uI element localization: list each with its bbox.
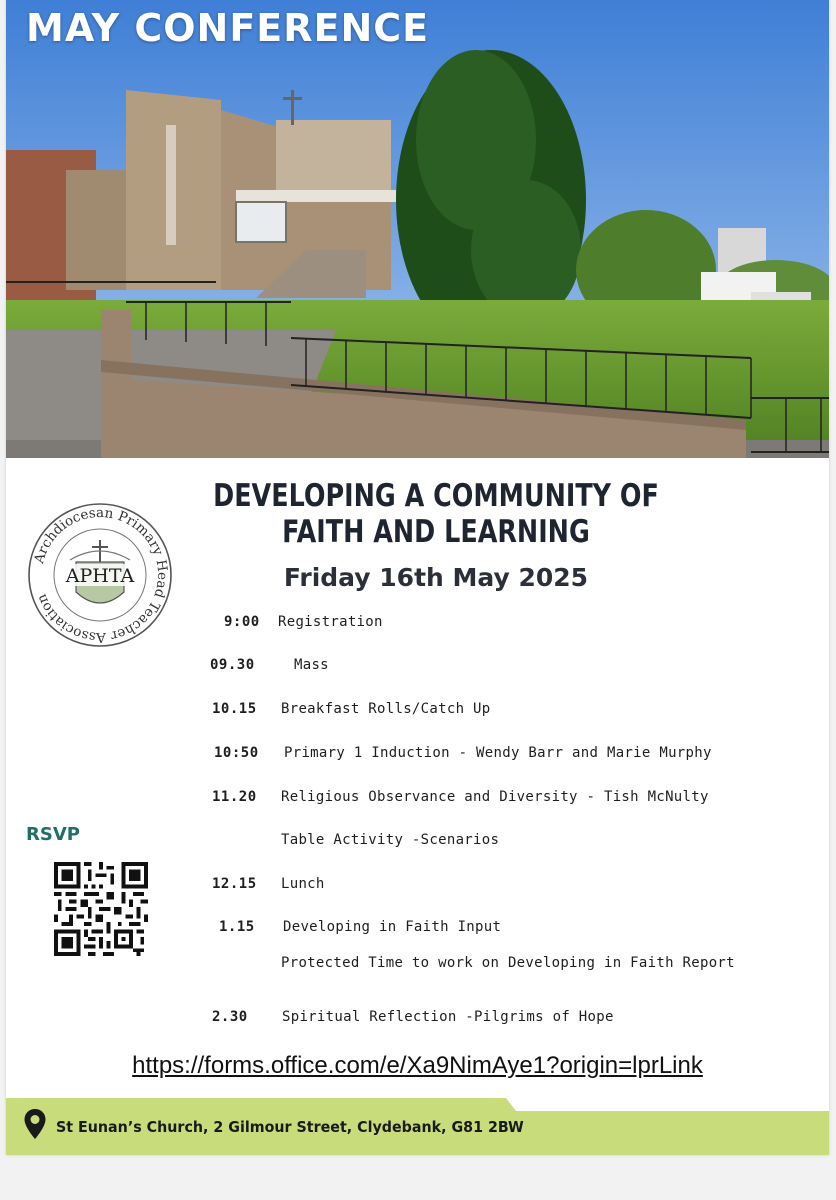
schedule-time: 10.15 [212,701,257,717]
schedule-row [6,1009,829,1031]
schedule-row [6,614,829,636]
schedule-activity: Protected Time to work on Developing in Faith Report [281,955,735,971]
schedule-time: 11.20 [212,789,257,805]
rsvp-qr-code[interactable] [54,862,148,956]
schedule-activity: Breakfast Rolls/Catch Up [281,701,491,717]
schedule-activity: Religious Observance and Diversity - Tish McNulty [281,789,709,805]
logo-initials: APHTA [65,565,135,587]
schedule-row [6,832,829,854]
church-photo [6,0,829,458]
logo-ring-text: Archdiocesan Primary Head Teacher Association [31,504,171,646]
event-date: Friday 16th May 2025 [283,563,589,592]
schedule-time: 12.15 [212,876,257,892]
headline-line-1: DEVELOPING A COMMUNITY OF [213,478,659,514]
schedule-activity: Developing in Faith Input [283,919,502,935]
schedule-time: 9:00 [224,614,260,630]
event-headline [206,478,665,550]
conference-title: MAY CONFERENCE [26,6,430,50]
schedule-row [6,789,829,811]
rsvp-label: RSVP [26,824,80,845]
schedule-activity: Mass [294,657,329,673]
schedule-time: 10:50 [214,745,259,761]
poster [6,0,829,1155]
schedule-row [6,745,829,767]
venue-address: St Eunan’s Church, 2 Gilmour Street, Clydebank, G81 2BW [56,1118,524,1136]
schedule-activity: Lunch [281,876,325,892]
schedule-activity: Registration [278,614,383,630]
schedule-row [6,955,829,977]
schedule-activity: Spiritual Reflection -Pilgrims of Hope [282,1009,614,1025]
schedule-time: 09.30 [210,657,255,673]
schedule-row [6,657,829,679]
schedule-activity: Primary 1 Induction - Wendy Barr and Marie Murphy [284,745,712,761]
rsvp-form-link[interactable]: https://forms.office.com/e/Xa9NimAye1?origin=lprLink [132,1052,703,1079]
headline-line-2: FAITH AND LEARNING [282,514,590,550]
location-pin-icon [23,1108,47,1140]
schedule-time: 1.15 [219,919,255,935]
schedule-time: 2.30 [212,1009,248,1025]
schedule-row [6,701,829,723]
schedule-activity: Table Activity -Scenarios [281,832,500,848]
